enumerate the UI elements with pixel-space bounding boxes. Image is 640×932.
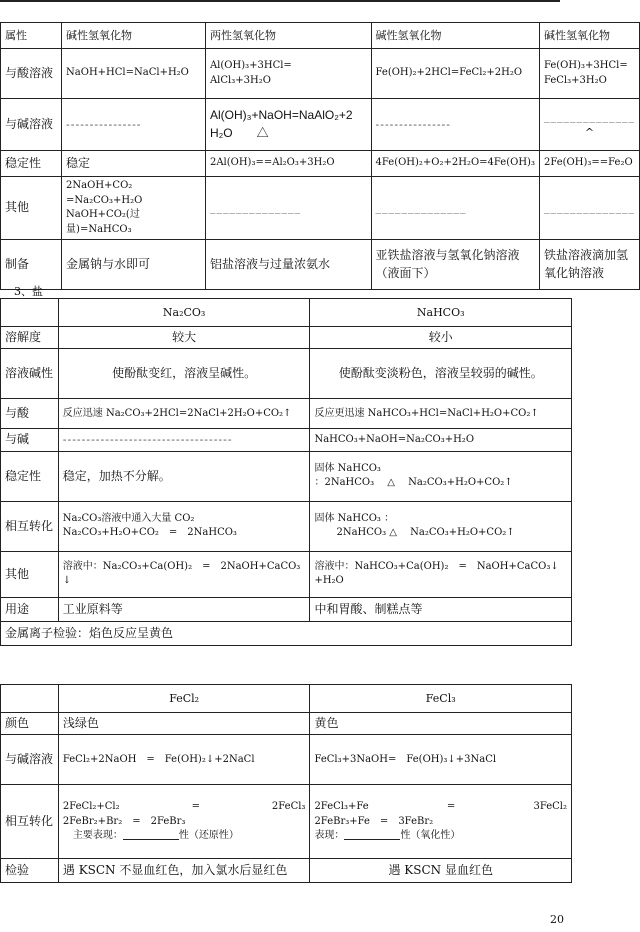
table-row xyxy=(1,327,572,349)
cell: ------------------------------------ xyxy=(58,429,310,451)
equation-line xyxy=(314,800,567,815)
line: +H₂O xyxy=(314,575,344,587)
label: 主要表现： xyxy=(72,830,123,842)
line: Na₂CO₃+H₂O+CO₂ = 2NaHCO₃ xyxy=(62,527,237,539)
cell xyxy=(310,451,572,501)
line: ：2NaHCO₃ △ Na₂CO₃+H₂O+CO₂↑ xyxy=(314,477,513,489)
table-row xyxy=(1,735,572,785)
fill-blank[interactable] xyxy=(344,829,400,840)
line: Fe(OH)₃+3HCl= xyxy=(543,60,628,71)
cell: 铁盐溶液滴加氢氧化钠溶液 xyxy=(539,240,639,290)
cell: FeCl₂+2NaOH = Fe(OH)₂↓+2NaCl xyxy=(58,735,310,785)
cell: 2Al(OH)₃==Al₂O₃+3H₂O xyxy=(205,151,371,177)
line xyxy=(314,829,567,844)
line: ↓ xyxy=(62,575,72,587)
row-label: 与碱溶液 xyxy=(1,735,59,785)
row-label: 颜色 xyxy=(1,713,59,735)
label: 表现： xyxy=(314,830,345,842)
row-label: 溶解度 xyxy=(1,327,59,349)
row-label: 与酸 xyxy=(1,399,59,429)
cell: Fe(OH)₂+2HCl=FeCl₂+2H₂O xyxy=(371,49,539,99)
line: ______________ xyxy=(543,109,635,123)
line: Al(OH)₃+3HCl= xyxy=(209,60,292,71)
line: 溶液中：NaHCO₃+Ca(OH)₂ = NaOH+CaCO₃↓ xyxy=(314,560,559,572)
row-label: 制备 xyxy=(1,240,62,290)
cell xyxy=(205,99,371,151)
row-label: 与碱 xyxy=(1,429,59,451)
header-cell: 两性氢氧化物 xyxy=(205,23,371,49)
cell: 反应更迅速 NaHCO₃+HCl=NaCl+H₂O+CO₂↑ xyxy=(310,399,572,429)
line: 2FeBr₃+Fe = 3FeBr₂ xyxy=(314,815,434,827)
cell: 遇 KSCN 不显血红色，加入氯水后显红色 xyxy=(58,859,310,883)
table-row xyxy=(1,429,572,451)
row-label: 检验 xyxy=(1,859,59,883)
cell xyxy=(205,49,371,99)
line: H₂O △ xyxy=(209,125,269,140)
line: AlCl₃+3H₂O xyxy=(209,74,271,86)
cell: NaOH+HCl=NaCl+H₂O xyxy=(62,49,206,99)
line xyxy=(63,829,306,844)
eq-left: 2FeCl₃+Fe xyxy=(314,801,369,813)
line: 2FeBr₂+Br₂ = 2FeBr₃ xyxy=(62,815,186,827)
line: Na₂CO₃溶液中通入大量 CO₂ xyxy=(62,512,195,524)
section-title: 3、盐 xyxy=(14,285,43,298)
line: 2NaOH+CO₂ =Na₂CO₃+H₂O xyxy=(66,180,143,206)
line: 2NaHCO₃ △ Na₂CO₃+H₂O+CO₂↑ xyxy=(336,527,515,539)
cell xyxy=(539,49,639,99)
line: 固体 NaHCO₃ xyxy=(314,462,381,474)
row-label: 稳定性 xyxy=(1,151,62,177)
table-row xyxy=(1,177,640,240)
row-label: 其他 xyxy=(1,177,62,240)
cell: 稳定 xyxy=(62,151,206,177)
table-row xyxy=(1,151,640,177)
header-cell: NaHCO₃ xyxy=(310,299,572,327)
cell: 较小 xyxy=(310,327,572,349)
cell: 浅绿色 xyxy=(58,713,310,735)
eq-sign: = xyxy=(446,801,456,813)
carbonate-table xyxy=(0,298,572,646)
cell xyxy=(310,785,572,859)
iron-chloride-table xyxy=(0,684,572,883)
cell xyxy=(310,551,572,597)
table-row xyxy=(1,859,572,883)
equation-line xyxy=(63,800,306,815)
header-cell: 碱性氢氧化物 xyxy=(62,23,206,49)
hydroxide-table xyxy=(0,22,640,290)
cell: 反应迅速 Na₂CO₃+2HCl=2NaCl+2H₂O+CO₂↑ xyxy=(58,399,310,429)
row-label: 与碱溶液 xyxy=(1,99,62,151)
cell: 中和胃酸、制糕点等 xyxy=(310,597,572,621)
cell: 4Fe(OH)₂+O₂+2H₂O=4Fe(OH)₃ xyxy=(371,151,539,177)
line: NaOH+CO₂(过量)=NaHCO₃ xyxy=(66,209,140,235)
table-row xyxy=(1,785,572,859)
row-label: 稳定性 xyxy=(1,451,59,501)
table-row xyxy=(1,621,572,645)
label: 性（氧化性） xyxy=(400,830,461,842)
row-label: 与酸溶液 xyxy=(1,49,62,99)
cell xyxy=(62,177,206,240)
footer-cell: 金属离子检验：焰色反应呈黄色 xyxy=(1,621,572,645)
line: FeCl₃+3H₂O xyxy=(543,74,607,86)
cell: 稳定，加热不分解。 xyxy=(58,451,310,501)
cell: 遇 KSCN 显血红色 xyxy=(310,859,572,883)
cell: ______________ xyxy=(371,177,539,240)
cell: 黄色 xyxy=(310,713,572,735)
table-row xyxy=(1,713,572,735)
row-label: 其他 xyxy=(1,551,59,597)
cell xyxy=(58,501,310,551)
cell: 使酚酞变淡粉色，溶液呈较弱的碱性。 xyxy=(310,349,572,399)
table-row xyxy=(1,23,640,49)
header-cell: Na₂CO₃ xyxy=(58,299,310,327)
cell xyxy=(58,551,310,597)
row-label: 溶液碱性 xyxy=(1,349,59,399)
table-row xyxy=(1,99,640,151)
cell xyxy=(58,785,310,859)
table-row xyxy=(1,685,572,713)
cell: 工业原料等 xyxy=(58,597,310,621)
row-label: 相互转化 xyxy=(1,785,59,859)
line: 溶液中：Na₂CO₃+Ca(OH)₂ = 2NaOH+CaCO₃ xyxy=(62,560,301,572)
top-rule xyxy=(0,0,560,2)
cell: ______________ xyxy=(205,177,371,240)
table-row xyxy=(1,49,640,99)
cell: 使酚酞变红，溶液呈碱性。 xyxy=(58,349,310,399)
cell: FeCl₃+3NaOH= Fe(OH)₃↓+3NaCl xyxy=(310,735,572,785)
table-row xyxy=(1,551,572,597)
eq-sign: = xyxy=(191,801,200,813)
table-row xyxy=(1,597,572,621)
cell: 亚铁盐溶液与氢氧化钠溶液（液面下） xyxy=(371,240,539,290)
cell: ______________ xyxy=(539,177,639,240)
header-cell: 碱性氢氧化物 xyxy=(371,23,539,49)
fill-blank[interactable] xyxy=(123,829,179,840)
line: ^ xyxy=(584,125,595,139)
table-row xyxy=(1,299,572,327)
cell: 较大 xyxy=(58,327,310,349)
table-row xyxy=(1,240,640,290)
row-label: 相互转化 xyxy=(1,501,59,551)
cell: 金属钠与水即可 xyxy=(62,240,206,290)
header-cell: FeCl₃ xyxy=(310,685,572,713)
cell: ---------------- xyxy=(62,99,206,151)
table-row xyxy=(1,399,572,429)
cell: 铝盐溶液与过量浓氨水 xyxy=(205,240,371,290)
cell: ---------------- xyxy=(371,99,539,151)
eq-right: 2FeCl₃ xyxy=(271,801,306,813)
label: 性（还原性） xyxy=(178,830,239,842)
header-cell: FeCl₂ xyxy=(58,685,310,713)
cell xyxy=(310,501,572,551)
line: 固体 NaHCO₃ ： xyxy=(314,512,395,524)
cell: 2Fe(OH)₃==Fe₂O xyxy=(539,151,639,177)
table-row xyxy=(1,349,572,399)
table-row xyxy=(1,501,572,551)
row-label: 用途 xyxy=(1,597,59,621)
page-number: 20 xyxy=(550,913,564,926)
line: Al(OH)₃+NaOH=NaAlO₂+2 xyxy=(209,108,353,123)
header-cell: 属性 xyxy=(1,23,62,49)
header-cell: 碱性氢氧化物 xyxy=(539,23,639,49)
eq-right: 3FeCl₂ xyxy=(533,801,567,813)
table-row xyxy=(1,451,572,501)
cell: NaHCO₃+NaOH=Na₂CO₃+H₂O xyxy=(310,429,572,451)
eq-left: 2FeCl₂+Cl₂ xyxy=(62,801,120,813)
cell xyxy=(539,99,639,151)
